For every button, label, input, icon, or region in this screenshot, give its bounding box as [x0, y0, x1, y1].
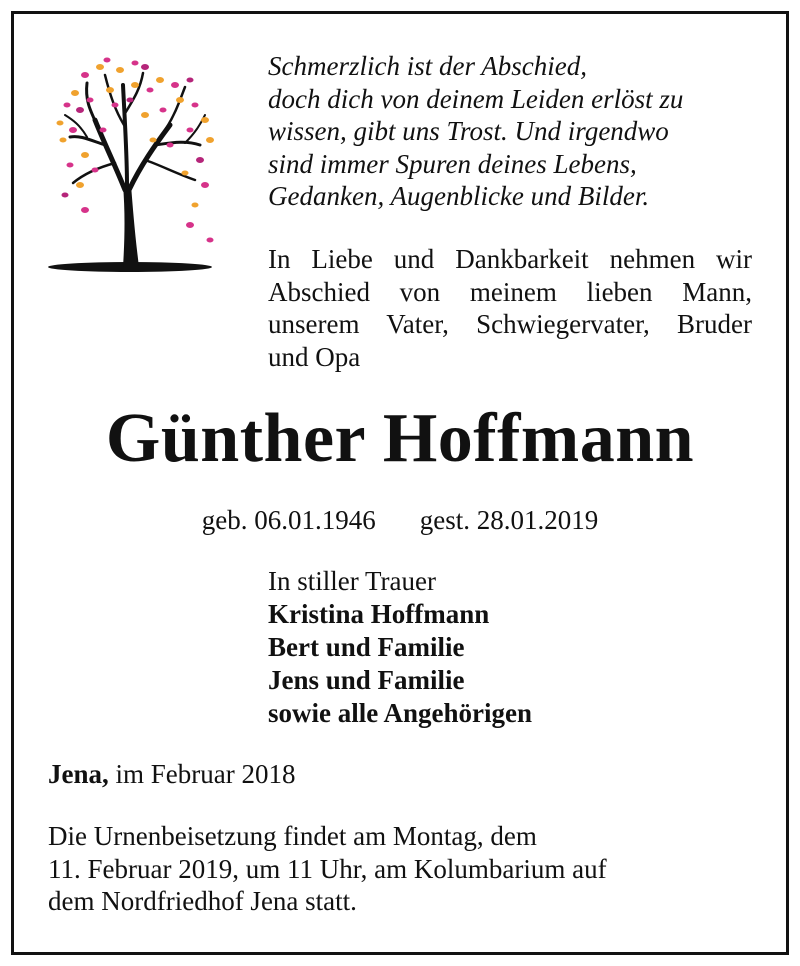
life-dates [0, 504, 800, 536]
mourner-name: Kristina Hoffmann [268, 599, 490, 629]
place-date [48, 758, 748, 790]
poem-line: sind immer Spuren deines Lebens, [268, 148, 637, 179]
poem-line: Schmerzlich ist der Abschied, [268, 51, 587, 81]
poem-line: doch dich von deinem Leiden erlöst zu [268, 83, 684, 114]
place-city: Jena, [48, 759, 109, 789]
notice-line: 11. Februar 2019, um 11 Uhr, am Kolumbarium auf [48, 853, 607, 884]
poem-verse [268, 50, 768, 213]
intro-text [268, 243, 752, 373]
intro-line: und Opa [268, 341, 361, 372]
burial-notice [48, 820, 748, 918]
intro-line: unserem Vater, Schwiegervater, Bruder [268, 309, 752, 339]
place-month: im Februar 2018 [108, 759, 296, 789]
intro-line: In Liebe und Dankbarkeit nehmen wir [268, 244, 752, 274]
mourner-name: Jens und Familie [268, 665, 465, 695]
death-date: gest. 28.01.2019 [419, 505, 599, 535]
birth-date: geb. 06.01.1946 [201, 505, 376, 535]
tree-icon [45, 45, 220, 275]
mourner-name: sowie alle Angehörigen [268, 698, 532, 728]
poem-line: Gedanken, Augenblicke und Bilder. [268, 181, 650, 211]
notice-line: Die Urnenbeisetzung findet am Montag, dem [48, 821, 537, 851]
mourner-name: Bert und Familie [268, 632, 465, 662]
mourners-heading: In stiller Trauer [268, 566, 436, 596]
deceased-name: Günther Hoffmann [105, 400, 695, 477]
mourners-block [268, 565, 768, 730]
poem-line: wissen, gibt uns Trost. Und irgendwo [268, 116, 669, 146]
notice-line: dem Nordfriedhof Jena statt. [48, 886, 357, 916]
intro-line: Abschied von meinem lieben Mann, [268, 276, 752, 307]
